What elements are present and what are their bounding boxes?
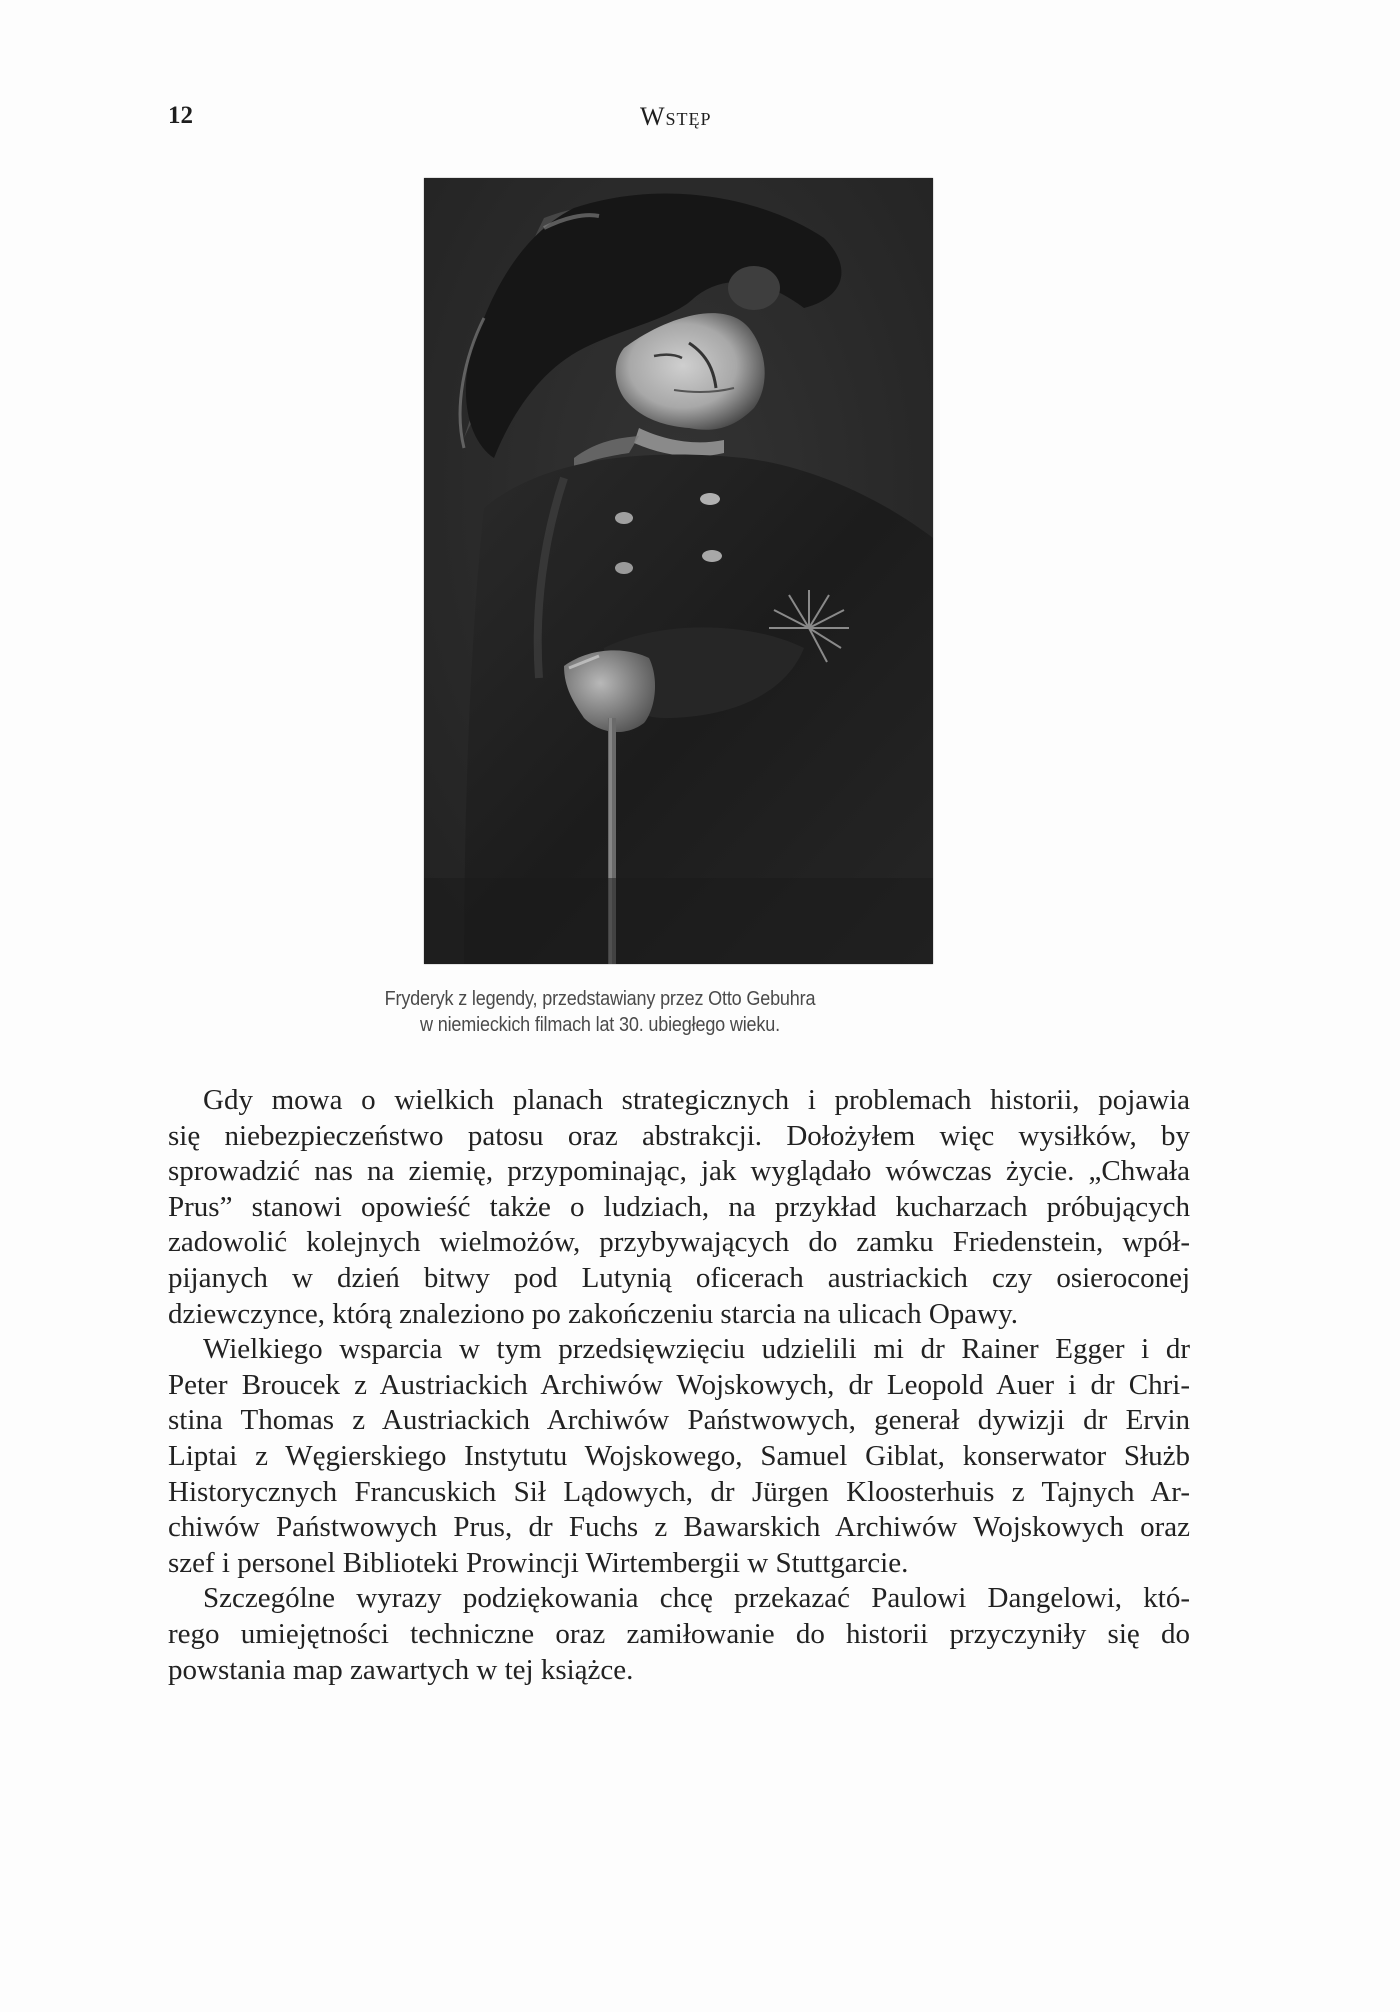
caption-line: w niemieckich filmach lat 30. ubiegłego wieku.: [420, 1013, 780, 1036]
text-line: pijanych w dzień bitwy pod Lutynią oficerach austriackich czy osieroconej: [168, 1261, 1190, 1294]
text-line: Prus” stanowi opowieść także o ludziach, na przykład kucharzach próbujących: [168, 1190, 1190, 1223]
figure-caption: [336, 986, 864, 1038]
text-line: Liptai z Węgierskiego Instytutu Wojskowego, Samuel Giblat, konserwator Służb: [168, 1439, 1190, 1472]
text-line: Wielkiego wsparcia w tym przedsięwzięciu udzielili mi dr Rainer Egger i dr: [203, 1333, 1190, 1366]
portrait-photo: [424, 178, 933, 964]
text-line: szef i personel Biblioteki Prowincji Wirtembergii w Stuttgarcie.: [168, 1546, 909, 1579]
running-head: [168, 102, 1190, 132]
section-title: Wstęp: [640, 102, 712, 131]
text-line: powstania map zawartych w tej książce.: [168, 1653, 634, 1686]
paragraph: [168, 1332, 1190, 1581]
text-line: się niebezpieczeństwo patosu oraz abstrakcji. Dołożyłem więc wysiłków, by: [168, 1119, 1190, 1152]
text-line: rego umiejętności techniczne oraz zamiłowanie do historii przyczyniły się do: [168, 1617, 1190, 1650]
text-line: chiwów Państwowych Prus, dr Fuchs z Bawarskich Archiwów Wojskowych oraz: [168, 1511, 1190, 1544]
text-line: dziewczynce, którą znaleziono po zakończeniu starcia na ulicach Opawy.: [168, 1297, 1018, 1330]
text-line: sprowadzić nas na ziemię, przypominając, jak wyglądało wówczas życie. „Chwała: [168, 1155, 1190, 1188]
paragraph: [168, 1581, 1190, 1688]
text-line: stina Thomas z Austriackich Archiwów Państwowych, generał dywizji dr Ervin: [168, 1404, 1190, 1437]
text-line: Gdy mowa o wielkich planach strategicznych i problemach historii, pojawia: [203, 1084, 1190, 1116]
text-line: Peter Broucek z Austriackich Archiwów Wojskowych, dr Leopold Auer i dr Chri-: [168, 1368, 1190, 1401]
page-number: 12: [168, 102, 193, 129]
caption-line: Fryderyk z legendy, przedstawiany przez Otto Gebuhra: [384, 987, 816, 1010]
text-line: Historycznych Francuskich Sił Lądowych, dr Jürgen Kloosterhuis z Tajnych Ar-: [168, 1475, 1190, 1508]
text-line: Szczególne wyrazy podziękowania chcę przekazać Paulowi Dangelowi, któ-: [203, 1582, 1190, 1615]
portrait-photo-icon: [424, 178, 933, 964]
body-text: [168, 1083, 1190, 1688]
paragraph: [168, 1083, 1190, 1332]
text-line: zadowolić kolejnych wielmożów, przybywających do zamku Friedenstein, wpół-: [168, 1226, 1190, 1259]
